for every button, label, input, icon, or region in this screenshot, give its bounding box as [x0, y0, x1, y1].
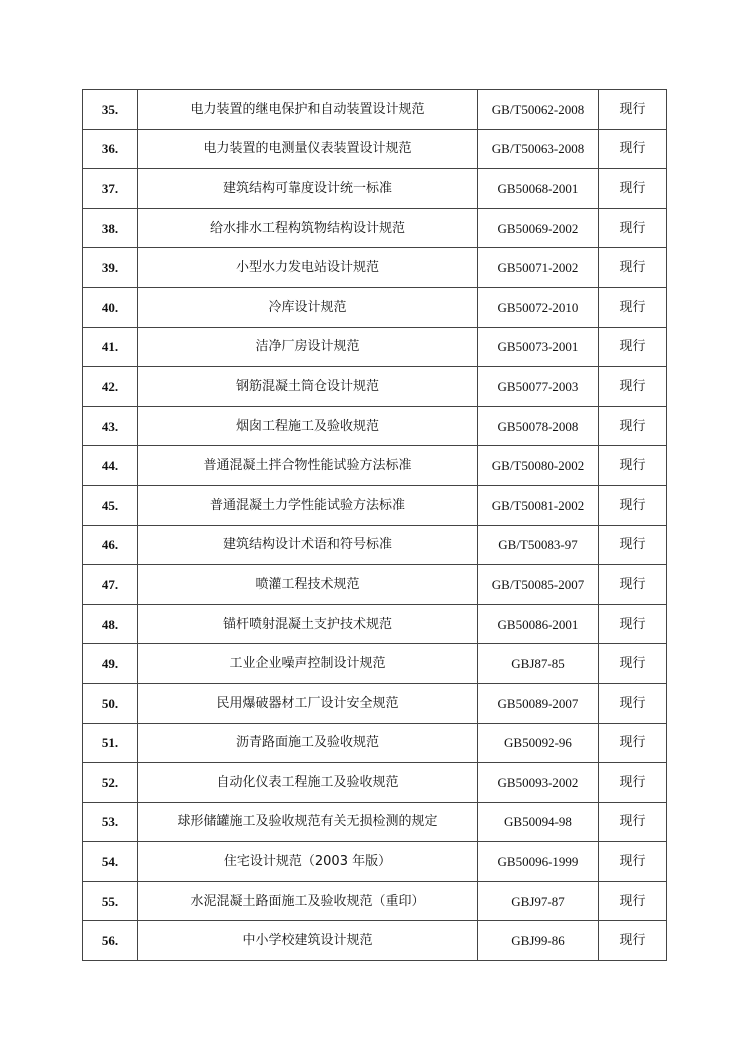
- standard-code: GB50078-2008: [478, 406, 599, 446]
- standard-code: GB50089-2007: [478, 683, 599, 723]
- row-number: 48.: [83, 604, 138, 644]
- standard-status: 现行: [599, 921, 667, 961]
- row-number: 49.: [83, 644, 138, 684]
- standard-name: 电力装置的电测量仪表装置设计规范: [138, 129, 478, 169]
- table-row: [83, 525, 667, 565]
- standard-name: 中小学校建筑设计规范: [138, 921, 478, 961]
- row-number: 39.: [83, 248, 138, 288]
- table-row: [83, 604, 667, 644]
- standard-name: 住宅设计规范（2003 年版）: [138, 842, 478, 882]
- row-number: 40.: [83, 287, 138, 327]
- standard-status: 现行: [599, 525, 667, 565]
- standard-code: GB50077-2003: [478, 367, 599, 407]
- standard-code: GB/T50081-2002: [478, 485, 599, 525]
- standard-code: GB50096-1999: [478, 842, 599, 882]
- table-row: [83, 763, 667, 803]
- standard-code: GB/T50085-2007: [478, 565, 599, 605]
- table-row: [83, 406, 667, 446]
- table-row: [83, 287, 667, 327]
- row-number: 42.: [83, 367, 138, 407]
- standard-status: 现行: [599, 723, 667, 763]
- row-number: 45.: [83, 485, 138, 525]
- row-number: 51.: [83, 723, 138, 763]
- standard-code: GB50073-2001: [478, 327, 599, 367]
- standard-name: 烟囱工程施工及验收规范: [138, 406, 478, 446]
- table-row: [83, 90, 667, 130]
- standard-name: 电力装置的继电保护和自动装置设计规范: [138, 90, 478, 130]
- standard-code: GB50086-2001: [478, 604, 599, 644]
- standard-status: 现行: [599, 802, 667, 842]
- standard-name: 球形储罐施工及验收规范有关无损检测的规定: [138, 802, 478, 842]
- standard-status: 现行: [599, 485, 667, 525]
- standard-code: GB50071-2002: [478, 248, 599, 288]
- standard-code: GB50093-2002: [478, 763, 599, 803]
- standard-code: GB50068-2001: [478, 169, 599, 209]
- row-number: 56.: [83, 921, 138, 961]
- standard-status: 现行: [599, 169, 667, 209]
- standard-code: GB50072-2010: [478, 287, 599, 327]
- table-row: [83, 881, 667, 921]
- table-row: [83, 367, 667, 407]
- standard-status: 现行: [599, 248, 667, 288]
- row-number: 35.: [83, 90, 138, 130]
- table-row: [83, 485, 667, 525]
- table-row: [83, 802, 667, 842]
- row-number: 41.: [83, 327, 138, 367]
- standard-code: GB50094-98: [478, 802, 599, 842]
- standard-status: 现行: [599, 406, 667, 446]
- standard-name: 建筑结构可靠度设计统一标准: [138, 169, 478, 209]
- standard-status: 现行: [599, 327, 667, 367]
- standard-name: 普通混凝土力学性能试验方法标准: [138, 485, 478, 525]
- standard-code: GB50092-96: [478, 723, 599, 763]
- row-number: 55.: [83, 881, 138, 921]
- standard-code: GB/T50062-2008: [478, 90, 599, 130]
- standards-table: [82, 89, 667, 961]
- row-number: 46.: [83, 525, 138, 565]
- standard-status: 现行: [599, 644, 667, 684]
- table-row: [83, 327, 667, 367]
- standard-name: 水泥混凝土路面施工及验收规范（重印）: [138, 881, 478, 921]
- standard-code: GBJ99-86: [478, 921, 599, 961]
- table-row: [83, 169, 667, 209]
- row-number: 38.: [83, 208, 138, 248]
- standard-code: GB/T50080-2002: [478, 446, 599, 486]
- standard-name: 喷灌工程技术规范: [138, 565, 478, 605]
- standard-name: 自动化仪表工程施工及验收规范: [138, 763, 478, 803]
- standard-status: 现行: [599, 208, 667, 248]
- standard-name: 民用爆破器材工厂设计安全规范: [138, 683, 478, 723]
- standard-status: 现行: [599, 565, 667, 605]
- table-row: [83, 842, 667, 882]
- standard-name: 小型水力发电站设计规范: [138, 248, 478, 288]
- standard-code: GBJ87-85: [478, 644, 599, 684]
- standard-status: 现行: [599, 604, 667, 644]
- standard-status: 现行: [599, 446, 667, 486]
- row-number: 53.: [83, 802, 138, 842]
- table-row: [83, 446, 667, 486]
- row-number: 43.: [83, 406, 138, 446]
- standard-name: 钢筋混凝土筒仓设计规范: [138, 367, 478, 407]
- standard-status: 现行: [599, 90, 667, 130]
- standard-code: GBJ97-87: [478, 881, 599, 921]
- row-number: 54.: [83, 842, 138, 882]
- standard-name: 锚杆喷射混凝土支护技术规范: [138, 604, 478, 644]
- standard-status: 现行: [599, 842, 667, 882]
- row-number: 50.: [83, 683, 138, 723]
- standard-code: GB/T50083-97: [478, 525, 599, 565]
- standard-code: GB50069-2002: [478, 208, 599, 248]
- standard-name: 洁净厂房设计规范: [138, 327, 478, 367]
- standard-status: 现行: [599, 287, 667, 327]
- standard-name: 普通混凝土拌合物性能试验方法标准: [138, 446, 478, 486]
- table-row: [83, 723, 667, 763]
- table-row: [83, 129, 667, 169]
- row-number: 37.: [83, 169, 138, 209]
- row-number: 47.: [83, 565, 138, 605]
- table-row: [83, 248, 667, 288]
- standard-name: 给水排水工程构筑物结构设计规范: [138, 208, 478, 248]
- table-body: [83, 90, 667, 961]
- row-number: 44.: [83, 446, 138, 486]
- standard-status: 现行: [599, 763, 667, 803]
- table-row: [83, 683, 667, 723]
- standard-status: 现行: [599, 367, 667, 407]
- table-row: [83, 921, 667, 961]
- standard-status: 现行: [599, 129, 667, 169]
- row-number: 36.: [83, 129, 138, 169]
- standard-code: GB/T50063-2008: [478, 129, 599, 169]
- standard-name: 工业企业噪声控制设计规范: [138, 644, 478, 684]
- standard-status: 现行: [599, 683, 667, 723]
- table-row: [83, 565, 667, 605]
- standard-name: 沥青路面施工及验收规范: [138, 723, 478, 763]
- standard-name: 冷库设计规范: [138, 287, 478, 327]
- standard-status: 现行: [599, 881, 667, 921]
- row-number: 52.: [83, 763, 138, 803]
- table-row: [83, 208, 667, 248]
- standard-name: 建筑结构设计术语和符号标准: [138, 525, 478, 565]
- table-row: [83, 644, 667, 684]
